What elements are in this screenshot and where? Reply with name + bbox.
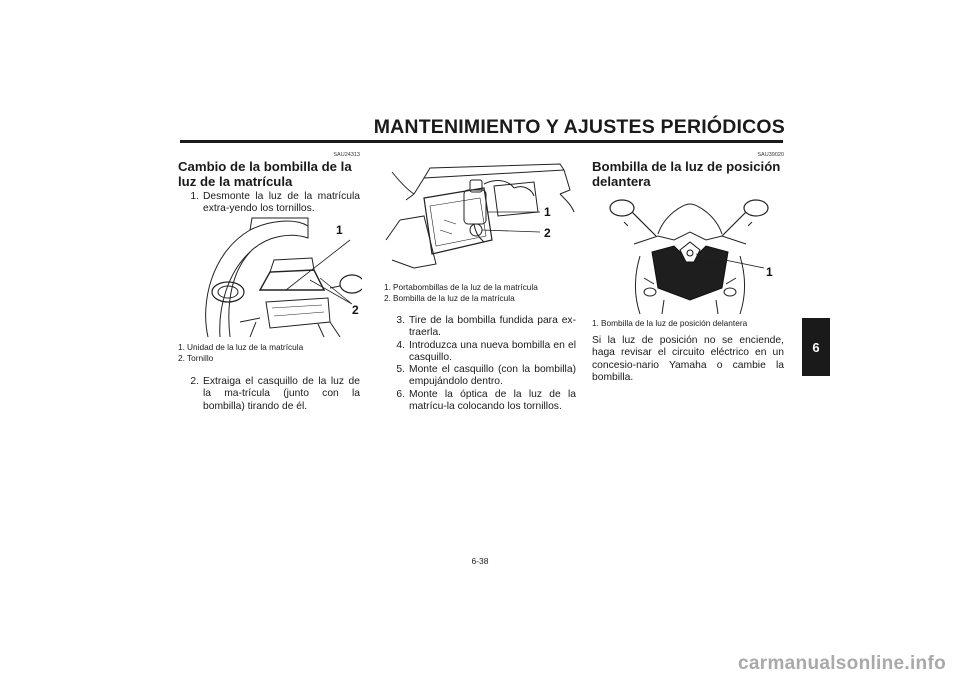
caption-text: Bombilla de la luz de la matrícula [393,293,515,303]
caption-text: Bombilla de la luz de posición delantera [601,318,748,328]
steps-list-c [390,315,576,413]
step-item [184,376,360,413]
figure-front-position-light [604,196,776,314]
section-title: Bombilla de la luz de posición delantera [592,159,781,189]
figure-1-callout-1: 1 [336,223,343,237]
step-text: Desmonte la luz de la matrícula extra-yendo los tornillos. [203,191,360,215]
caption-number: 2. [384,293,391,303]
step-text: Monte la óptica de la luz de la matrícu-la colocando los tornillos. [409,388,576,413]
step-number: 4. [396,339,405,351]
figure-3-callout-1: 1 [766,265,773,279]
figure-bulb-holder [384,160,576,278]
caption-item [178,342,368,353]
figure-3-captions [592,318,784,329]
figure-2-captions [384,282,584,304]
position-light-paragraph: Si la luz de posición no se enciende, haga revisar el circuito eléctrico en un concesio-nario Yamaha o cambie la bombilla. [592,335,784,383]
caption-text: Portabombillas de la luz de la matrícula [393,282,538,292]
step-number: 3. [396,315,405,326]
caption-number: 1. [592,318,599,328]
caption-item [178,353,368,364]
figure-2-callout-1: 1 [544,205,551,219]
section-code: SAU24313 [333,152,360,158]
step-text: Introduzca una nueva bombilla en el casquillo. [409,339,576,363]
step-number: 5. [396,364,405,376]
figure-license-plate-light [190,212,362,340]
step-item [390,340,576,365]
step-item [390,315,576,340]
column-3 [592,152,784,189]
caption-number: 1. [384,282,391,292]
watermark: carmanualsonline.info [738,653,946,674]
section-title: Cambio de la bombilla de la luz de la matrícula [178,159,352,189]
header-rule [180,140,783,143]
chapter-tab [802,318,830,376]
caption-text: Tornillo [187,353,214,363]
caption-item [592,318,784,329]
step-item [390,389,576,414]
section-code: SAU39020 [757,152,784,158]
page-header-title: MANTENIMIENTO Y AJUSTES PERIÓDICOS [373,116,785,138]
step-number: 2. [190,376,199,387]
figure-2-callout-2: 2 [544,226,551,240]
step-text: Tire de la bombilla fundida para ex-traerla. [409,315,576,339]
figure-1-captions [178,342,368,364]
caption-item [384,282,584,293]
step-item [390,364,576,389]
chapter-tab-number: 6 [812,339,820,355]
step-number: 6. [396,388,405,400]
page-number: 6-38 [471,556,489,566]
step-text: Extraiga el casquillo de la luz de la ma-trícula (junto con la bombilla) tirando de él. [203,376,360,412]
caption-item [384,293,584,304]
column-1 [178,152,360,216]
figure-1-callout-2: 2 [352,303,359,317]
caption-text: Unidad de la luz de la matrícula [187,342,304,352]
caption-number: 2. [178,353,185,363]
step-text: Monte el casquillo (con la bombilla) empujándolo dentro. [409,364,576,388]
steps-list-b [184,376,360,413]
step-number: 1. [190,191,199,202]
caption-number: 1. [178,342,185,352]
